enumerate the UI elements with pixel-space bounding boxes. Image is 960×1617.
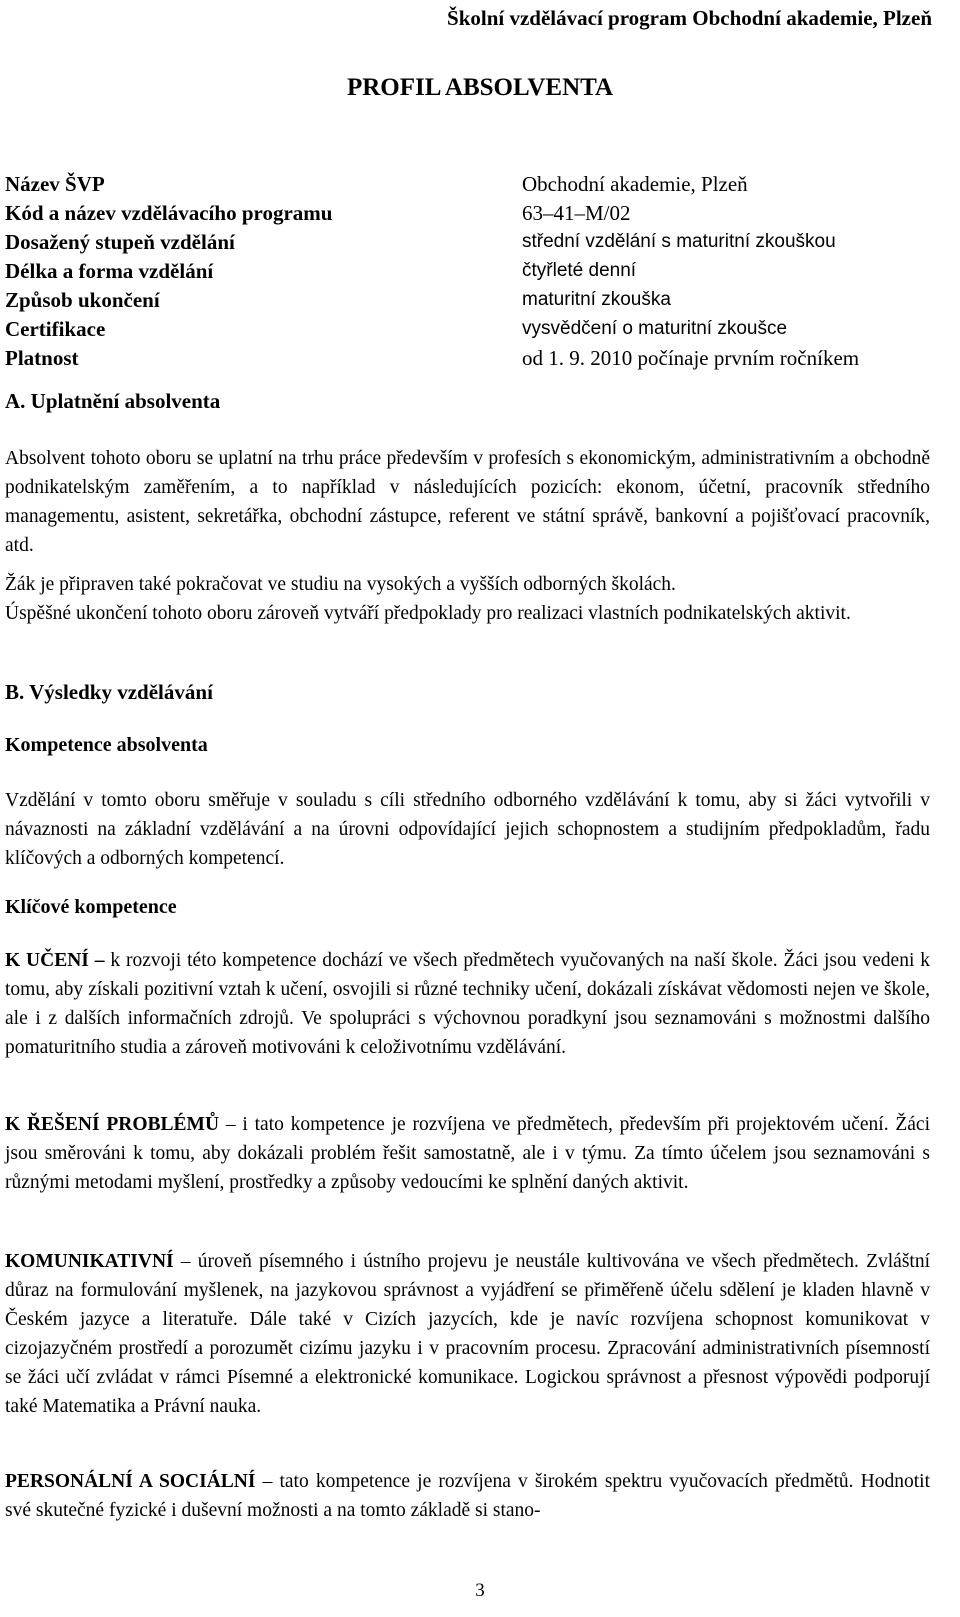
competence-paragraph xyxy=(5,946,930,1062)
competence-text: – tato kompetence je rozvíjena v širokém spektru vyučovacích předmětů. Hodnotit své skutečné fyzické i duševní možnosti a na tomto základě si stano- xyxy=(5,1471,930,1521)
info-row xyxy=(5,288,935,317)
info-value: Obchodní akademie, Plzeň xyxy=(522,172,748,196)
competence-subheading: Kompetence absolventa xyxy=(5,734,208,756)
info-row xyxy=(5,172,935,201)
section-a-paragraph: Žák je připraven také pokračovat ve studiu na vysokých a vyšších odborných školách. xyxy=(5,574,676,595)
competence-text: k rozvoji této kompetence dochází ve všech předmětech vyučovaných na naší škole. Žáci jsou vedeni k tomu, aby získali pozitivní vztah k učení, osvojili si různé techniky učení, dokázali získávat vědomosti nejen ve škole, ale i z dalších informačních zdrojů. Ve spolupráci s výchovnou poradkyní jsou seznamováni s možnostmi dalšího pomaturitního studia a zároveň motivováni k celoživotnímu vzdělávání. xyxy=(5,950,930,1058)
info-label: Platnost xyxy=(5,346,79,370)
running-header: Školní vzdělávací program Obchodní akademie, Plzeň xyxy=(447,6,932,30)
info-row xyxy=(5,230,935,259)
info-row xyxy=(5,317,935,346)
competence-name: PERSONÁLNÍ A SOCIÁLNÍ xyxy=(5,1471,256,1492)
info-label: Dosažený stupeň vzdělání xyxy=(5,230,235,254)
info-value: čtyřleté denní xyxy=(522,260,637,281)
info-value: maturitní zkouška xyxy=(522,289,671,310)
competence-text: – i tato kompetence je rozvíjena ve předmětech, především při projektovém učení. Žáci jsou směrováni k tomu, aby dokázali problém řešit samostatně, ale i v týmu. Za tímto účelem jsou seznamováni s různými metodami myšlení, prostředky a způsoby vedoucími ke splnění daných aktivit. xyxy=(5,1114,931,1193)
info-label: Způsob ukončení xyxy=(5,288,160,312)
info-value: od 1. 9. 2010 počínaje prvním ročníkem xyxy=(522,346,860,370)
competence-paragraph xyxy=(5,1467,930,1525)
info-label: Název ŠVP xyxy=(5,172,105,196)
info-value: střední vzdělání s maturitní zkouškou xyxy=(522,231,836,252)
section-a-paragraph: Absolvent tohoto oboru se uplatní na trhu práce především v profesích s ekonomickým, administrativním a obchodně podnikatelským zaměřením, a to například v následujících pozicích: ekonom, účetní, pracovník středního managementu, asistent, sekretářka, obchodní zástupce, referent ve státní správě, bankovní a pojišťovací pracovník, atd. xyxy=(5,448,930,556)
section-a-paragraph: Úspěšné ukončení tohoto oboru zároveň vytváří předpoklady pro realizaci vlastních podnikatelských aktivit. xyxy=(5,603,851,624)
competence-name: KOMUNIKATIVNÍ xyxy=(5,1251,174,1272)
info-value: 63–41–M/02 xyxy=(522,201,631,225)
info-label: Kód a název vzdělávacího programu xyxy=(5,201,333,225)
info-row xyxy=(5,346,935,375)
page-title: PROFIL ABSOLVENTA xyxy=(346,74,614,101)
key-competences-heading: Klíčové kompetence xyxy=(5,896,177,918)
competence-name: K UČENÍ – xyxy=(5,950,105,971)
info-label: Délka a forma vzdělání xyxy=(5,259,214,283)
info-value: vysvědčení o maturitní zkoušce xyxy=(522,318,788,339)
competence-text: – úroveň písemného i ústního projevu je neustále kultivována ve všech předmětech. Zvláštní důraz na formulování myšlenek, na jazykovou správnost a vyjádření se přiměřeně účelu sdělení je kladen hlavně v Českém jazyce a literatuře. Dále také v Cizích jazycích, kde je navíc rozvíjena schopnost komunikovat v cizojazyčném prostředí a porozumět cizímu jazyku i v pracovním procesu. Zpracování administrativních písemností se žáci učí zvládat v rámci Písemné a elektronické komunikace. Logickou správnost a přesnost výpovědi podporují také Matematika a Právní nauka. xyxy=(5,1251,930,1417)
info-table xyxy=(5,172,935,375)
competence-paragraph xyxy=(5,1110,930,1197)
section-b-heading: B. Výsledky vzdělávání xyxy=(5,680,213,704)
info-row xyxy=(5,259,935,288)
competence-paragraph xyxy=(5,1247,930,1421)
info-row xyxy=(5,201,935,230)
competence-name: K ŘEŠENÍ PROBLÉMŮ xyxy=(5,1114,220,1135)
section-b-intro: Vzdělání v tomto oboru směřuje v souladu s cíli středního odborného vzdělávání k tomu, aby si žáci vytvořili v návaznosti na základní vzdělávání a na úrovni odpovídající jejich schopnostem a studijním předpokladům, řadu klíčových a odborných kompetencí. xyxy=(5,790,930,869)
info-label: Certifikace xyxy=(5,317,106,341)
section-a-heading: A. Uplatnění absolventa xyxy=(5,389,221,413)
page-number: 3 xyxy=(475,1580,485,1601)
